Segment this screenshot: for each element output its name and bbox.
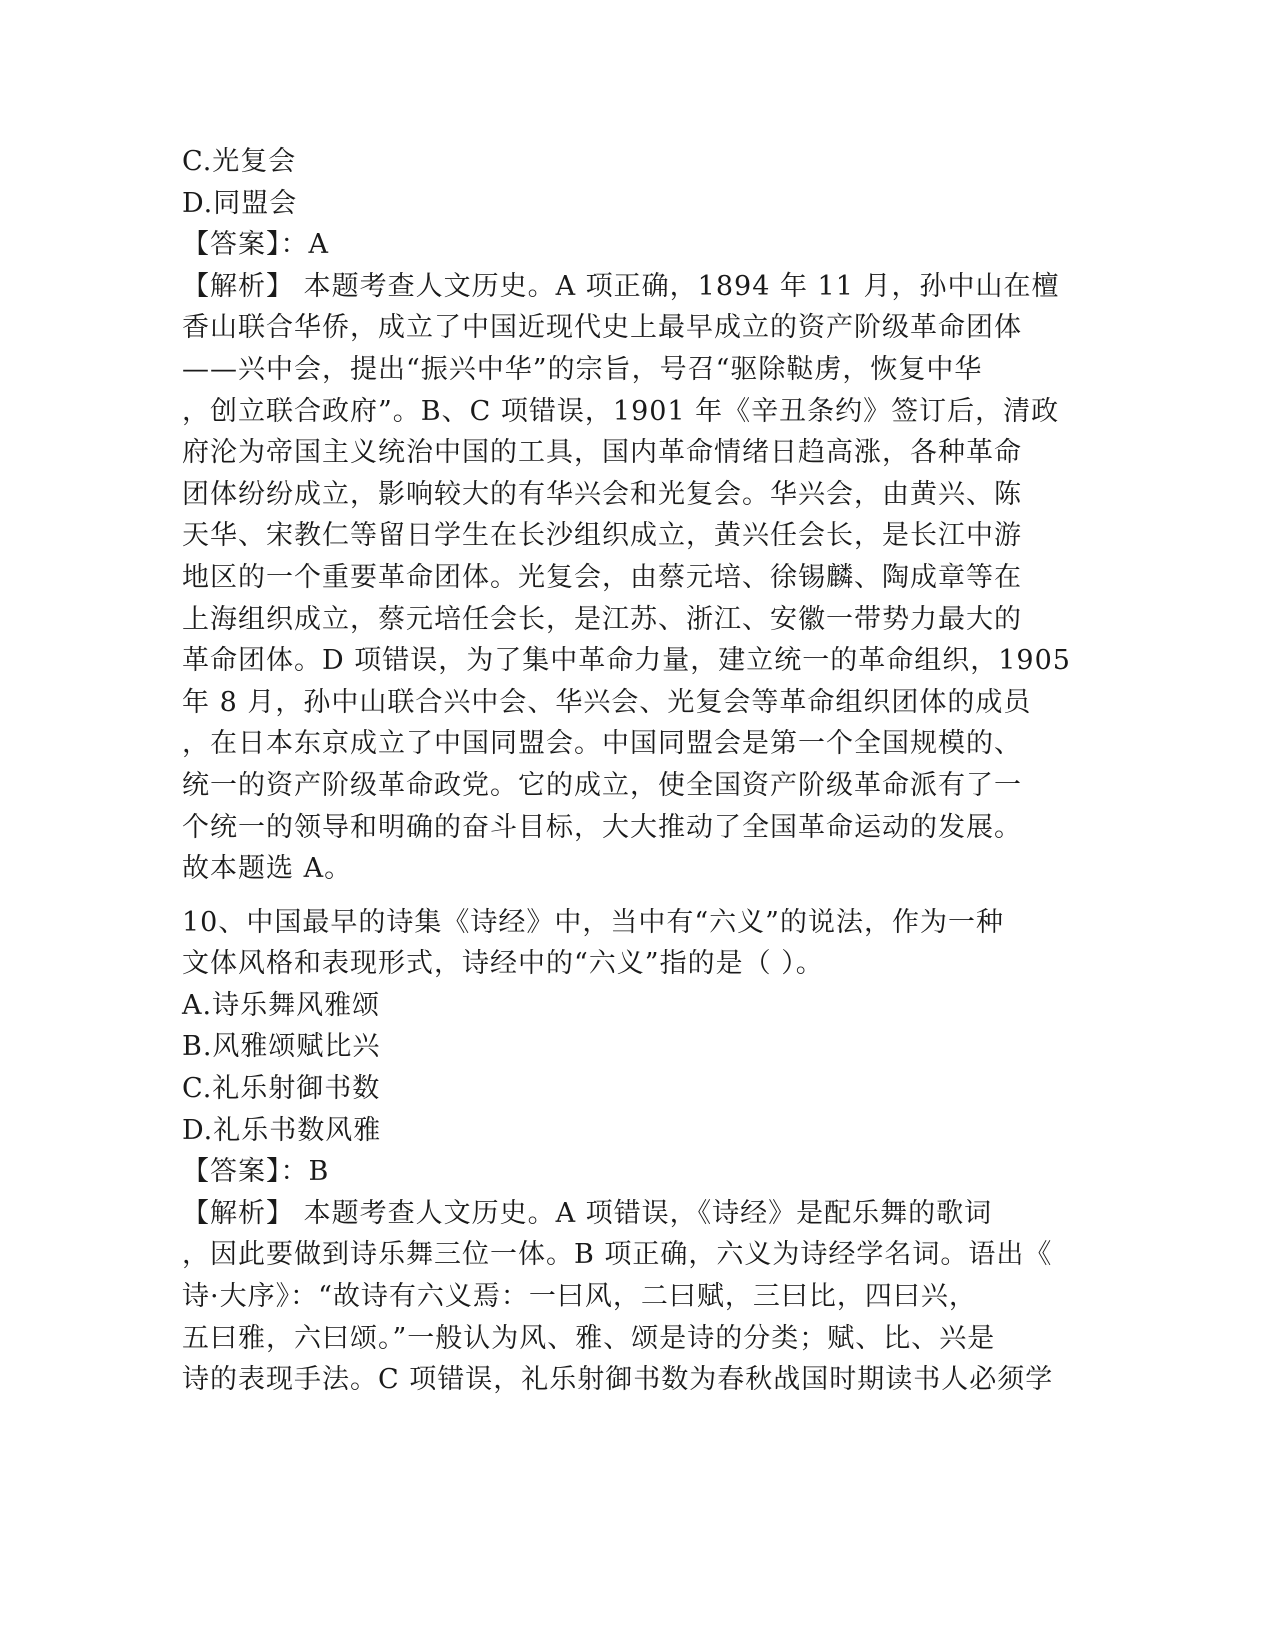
analysis-line: ——兴中会，提出“振兴中华”的宗旨，号召“驱除鞑虏，恢复中华 [182,353,983,385]
analysis-line: ，在日本东京成立了中国同盟会。中国同盟会是第一个全国规模的、 [182,728,1022,760]
option-b: B.风雅颂赋比兴 [182,1031,381,1063]
analysis-paragraph [182,266,1071,890]
question-stem [182,902,1042,985]
analysis-line: 地区的一个重要革命团体。光复会，由蔡元培、徐锡麟、陶成章等在 [182,561,1022,593]
analysis-line: 年 8 月，孙中山联合兴中会、华兴会、光复会等革命组织团体的成员 [182,686,1032,718]
analysis-line: 香山联合华侨，成立了中国近现代史上最早成立的资产阶级革命团体 [182,312,1022,344]
analysis-line: 诗·大序》：“故诗有六义焉：一曰风，二曰赋，三曰比，四曰兴， [182,1281,977,1313]
option-c: C.光复会 [182,146,297,177]
option-c: C.礼乐射御书数 [182,1073,381,1105]
analysis-line: 【解析】 本题考查人文历史。A 项正确，1894 年 11 月，孙中山在檀 [182,270,1060,302]
option-a: A.诗乐舞风雅颂 [182,989,381,1021]
analysis-paragraph [182,1193,1054,1401]
question-spacer [182,890,1042,902]
analysis-line: ，创立联合政府”。B、C 项错误，1901 年《辛丑条约》签订后，清政 [182,395,1060,427]
analysis-line: ，因此要做到诗乐舞三位一体。B 项正确，六义为诗经学名词。语出《 [182,1239,1053,1271]
analysis-line: 上海组织成立，蔡元培任会长，是江苏、浙江、安徽一带势力最大的 [182,603,1022,635]
question-9-block [182,141,1071,890]
analysis-line: 五曰雅，六曰颂。”一般认为风、雅、颂是诗的分类；赋、比、兴是 [182,1322,996,1354]
question-line: 文体风格和表现形式，诗经中的“六义”指的是（ ）。 [182,948,824,980]
analysis-line: 个统一的领导和明确的奋斗目标，大大推动了全国革命运动的发展。 [182,811,1022,843]
option-d: D.礼乐书数风雅 [182,1114,382,1146]
question-line: 10、中国最早的诗集《诗经》中，当中有“六义”的说法，作为一种 [182,906,1004,938]
analysis-line: 府沦为帝国主义统治中国的工具，国内革命情绪日趋高涨，各种革命 [182,437,1022,469]
document-page [182,141,1071,1401]
analysis-line: 诗的表现手法。C 项错误，礼乐射御书数为春秋战国时期读书人必须学 [182,1364,1054,1396]
analysis-line: 统一的资产阶级革命政党。它的成立，使全国资产阶级革命派有了一 [182,769,1022,801]
option-d: D.同盟会 [182,187,298,219]
question-10-block [182,902,1054,1401]
answer-line: 【答案】：A [182,229,329,261]
answer-line: 【答案】：B [182,1156,330,1188]
analysis-line: 【解析】 本题考查人文历史。A 项错误，《诗经》是配乐舞的歌词 [182,1197,993,1229]
analysis-line: 天华、宋教仁等留日学生在长沙组织成立，黄兴任会长，是长江中游 [182,520,1022,552]
analysis-line: 团体纷纷成立，影响较大的有华兴会和光复会。华兴会，由黄兴、陈 [182,478,1022,510]
analysis-line: 革命团体。D 项错误，为了集中革命力量，建立统一的革命组织，1905 [182,645,1071,677]
analysis-line: 故本题选 A。 [182,853,353,885]
